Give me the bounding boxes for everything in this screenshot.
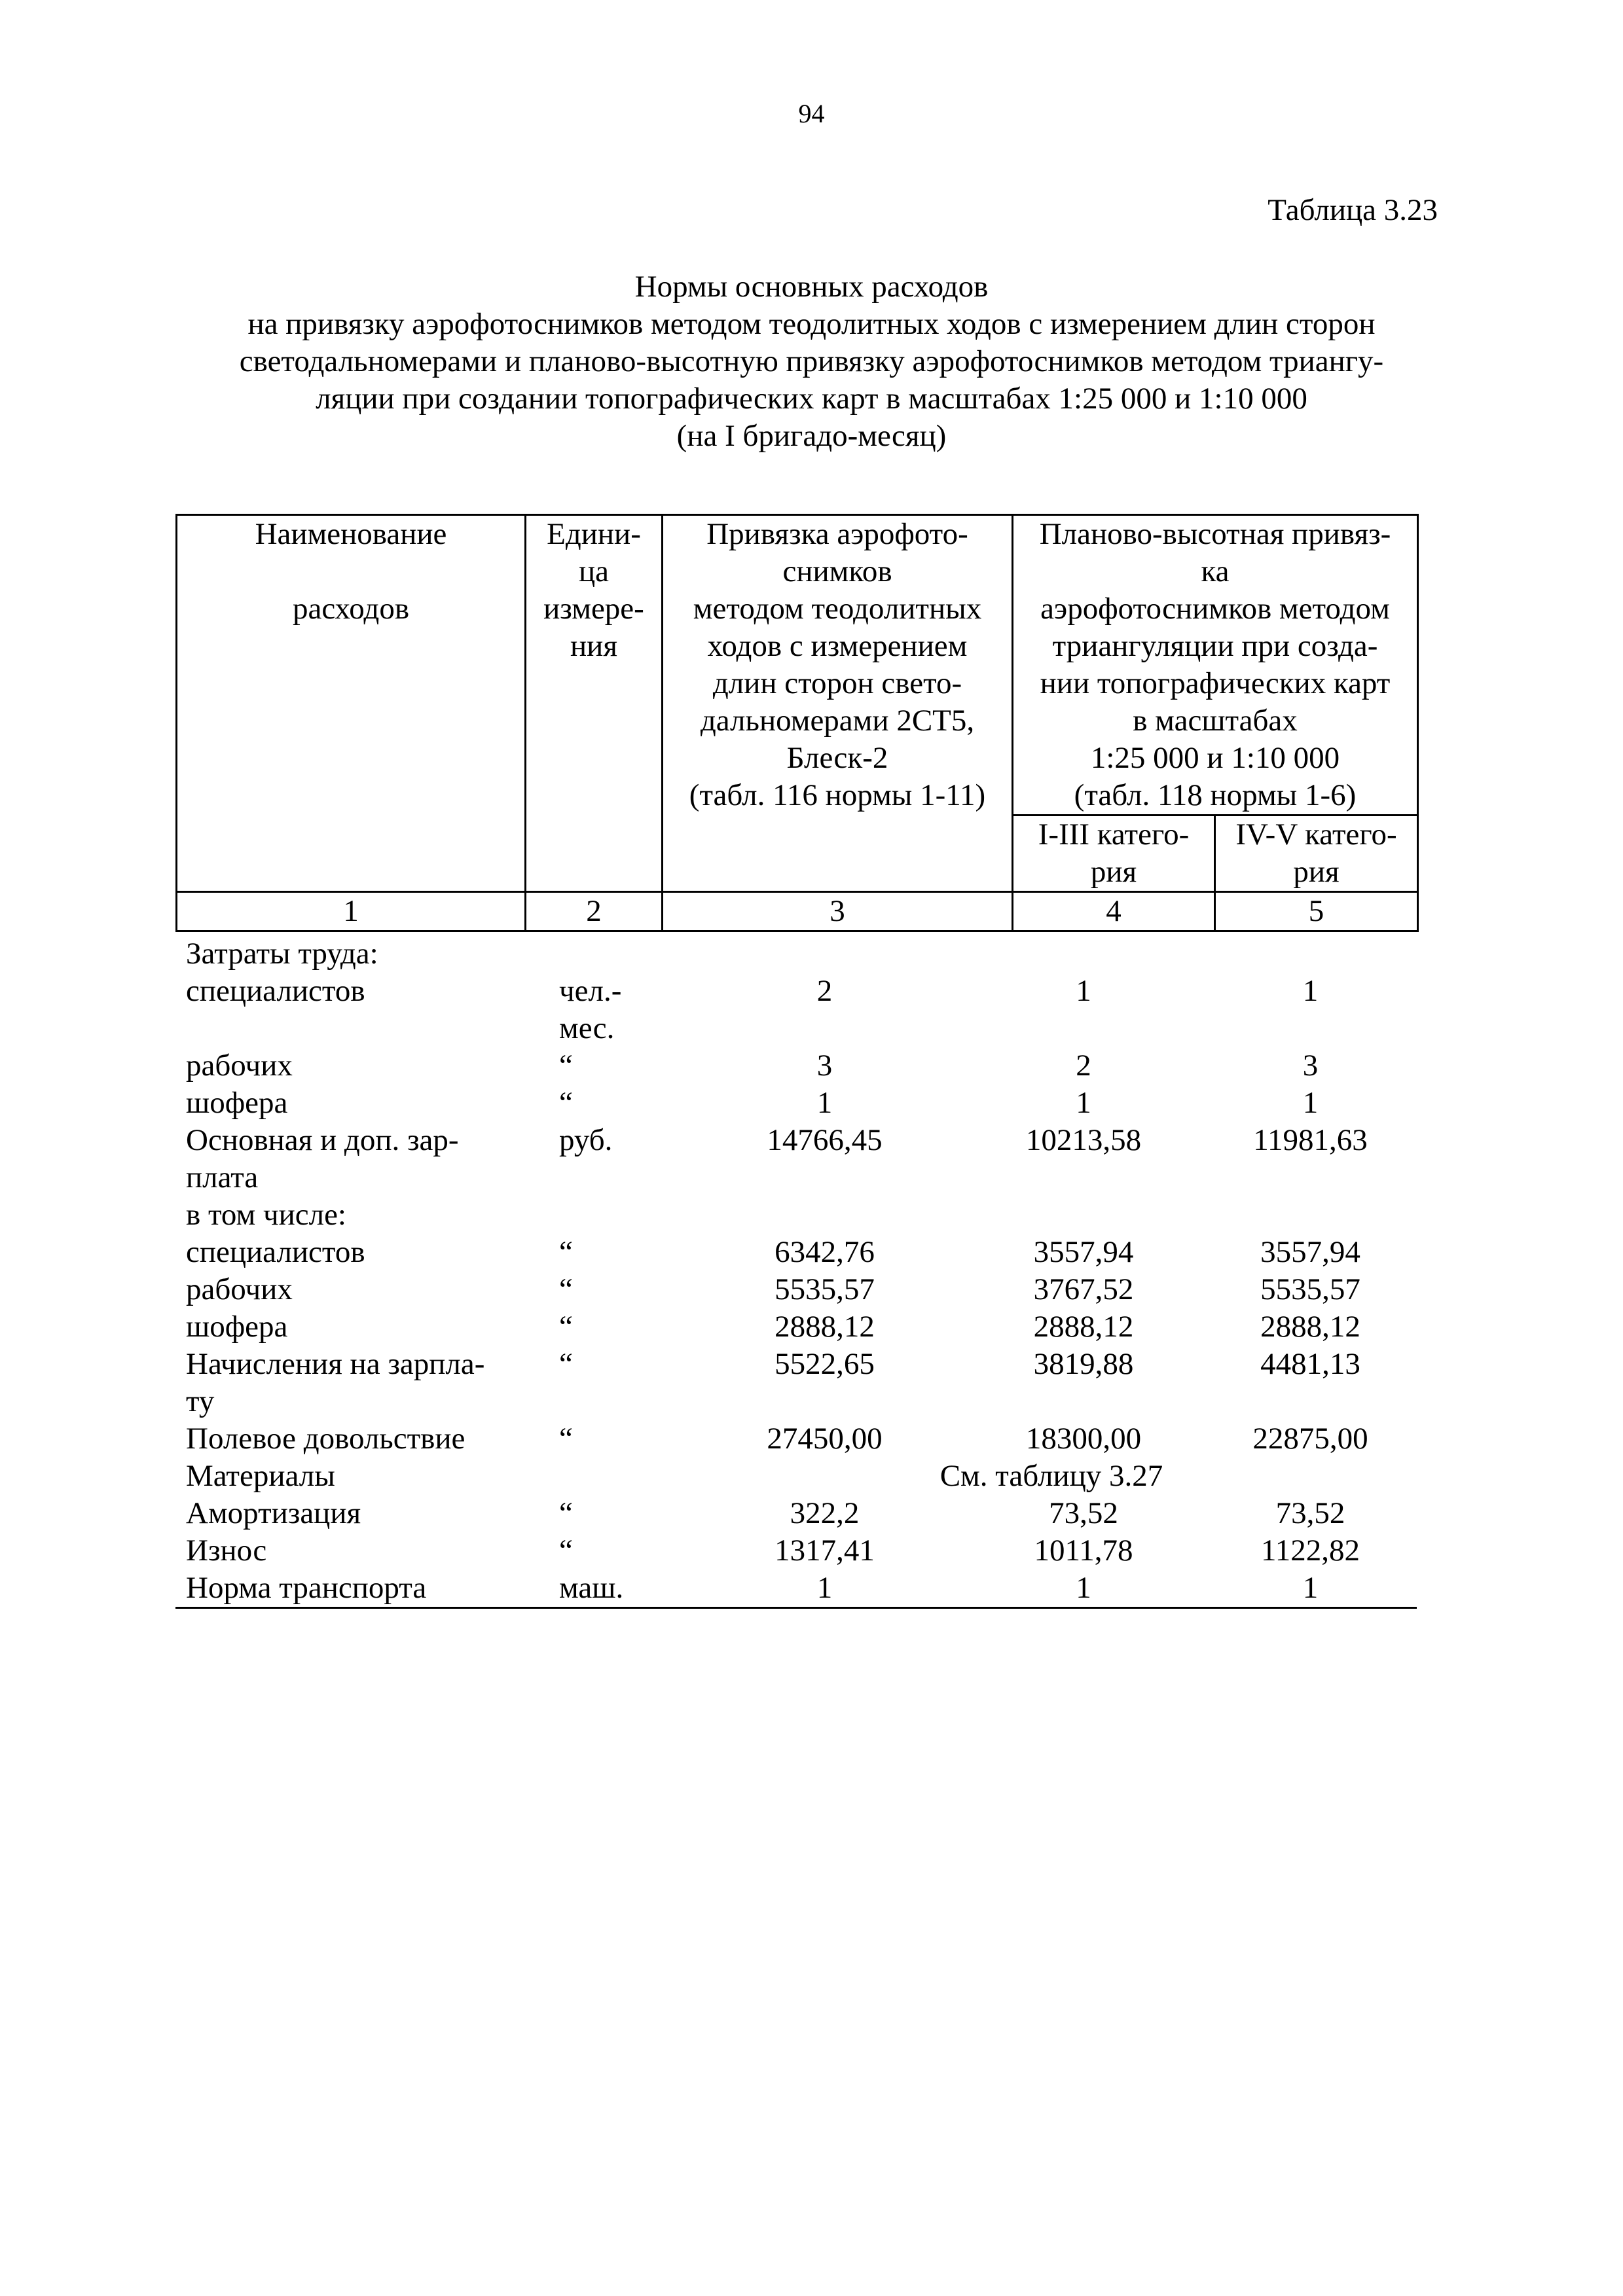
expense-name: специалистов — [186, 974, 365, 1008]
value-category-1-3: 1 — [1076, 1086, 1091, 1120]
header-text-line: расходов — [292, 592, 410, 626]
table-row — [175, 1122, 1417, 1159]
value-theodolite: 3 — [816, 1049, 833, 1083]
value-category-1-3: 3819,88 — [1033, 1347, 1134, 1381]
expense-name: Основная и доп. зар- — [186, 1123, 459, 1157]
header-text-line: Едини- — [547, 517, 641, 551]
value-theodolite: 2 — [816, 974, 833, 1008]
table-row — [175, 935, 1417, 973]
unit-cell: “ — [559, 1086, 573, 1120]
value-category-4-5: 1 — [1302, 1086, 1319, 1120]
header-text-line: Наименование — [255, 517, 447, 551]
table-row — [175, 1196, 1417, 1234]
title-line: Нормы основных расходов — [634, 270, 989, 304]
header-theodolite-column — [663, 515, 1013, 892]
expense-name: рабочих — [186, 1272, 293, 1306]
expense-name: шофера — [186, 1086, 288, 1120]
expense-name: Амортизация — [186, 1496, 361, 1530]
value-category-1-3 — [963, 1383, 1204, 1420]
page-number: 94 — [798, 99, 825, 128]
column-number: 5 — [1215, 892, 1418, 931]
unit-cell: руб. — [559, 1123, 613, 1157]
unit-cell — [549, 1458, 686, 1495]
expense-name: рабочих — [186, 1049, 293, 1083]
header-text-line: снимков — [782, 554, 892, 588]
column-number: 3 — [663, 892, 1013, 931]
header-text-line: 1:25 000 и 1:10 000 — [1090, 741, 1340, 775]
title-line: (на I бригадо-месяц) — [676, 419, 947, 453]
table-row — [175, 1420, 1417, 1458]
value-theodolite — [686, 1010, 963, 1047]
unit-cell: чел.- — [559, 974, 622, 1008]
merged-note-cell: См. таблицу 3.27 — [939, 1459, 1163, 1493]
unit-cell: “ — [559, 1422, 573, 1456]
table-label: Таблица 3.23 — [1267, 193, 1438, 227]
header-text-line: (табл. 118 нормы 1-6) — [1074, 778, 1357, 812]
header-text-line: измере- — [543, 592, 644, 626]
header-text-line: аэрофотоснимков методом — [1040, 592, 1390, 626]
expense-name: Материалы — [186, 1459, 335, 1493]
column-number: 1 — [177, 892, 526, 931]
expense-name: плата — [186, 1160, 259, 1194]
header-text-line: ния — [570, 629, 617, 663]
table-header — [175, 514, 1419, 932]
value-theodolite: 322,2 — [790, 1496, 860, 1530]
value-category-4-5 — [1204, 1383, 1417, 1420]
column-number: 2 — [526, 892, 663, 931]
value-category-4-5: 2888,12 — [1260, 1310, 1360, 1344]
value-category-4-5: 1 — [1302, 974, 1319, 1008]
table-body — [175, 935, 1417, 1609]
table-row — [175, 1271, 1417, 1308]
value-category-4-5 — [1204, 1196, 1417, 1234]
header-text-line: рия — [1293, 855, 1340, 889]
value-category-1-3: 73,52 — [1049, 1496, 1118, 1530]
header-text-line: I-III катего- — [1038, 817, 1190, 852]
table-row — [175, 1570, 1417, 1608]
unit-cell — [549, 935, 686, 973]
header-text-line — [180, 553, 522, 590]
unit-cell: “ — [559, 1534, 573, 1568]
title-line: ляции при создании топографических карт в масштабах 1:25 000 и 1:10 000 — [316, 382, 1307, 416]
table-row — [175, 1234, 1417, 1271]
unit-cell: маш. — [559, 1571, 624, 1605]
header-text-line: (табл. 116 нормы 1-11) — [689, 778, 986, 812]
header-text-line: триангуляции при созда- — [1052, 629, 1378, 663]
table-row — [175, 1346, 1417, 1383]
value-theodolite: 27450,00 — [767, 1422, 883, 1456]
value-category-4-5: 1 — [1302, 1571, 1319, 1605]
expense-name: Норма транспорта — [186, 1571, 427, 1605]
value-category-1-3 — [963, 1010, 1204, 1047]
unit-cell: “ — [559, 1272, 573, 1306]
table-row — [175, 1532, 1417, 1570]
value-theodolite: 5522,65 — [775, 1347, 875, 1381]
unit-cell — [549, 1196, 686, 1234]
value-category-1-3: 3767,52 — [1033, 1272, 1134, 1306]
header-text-line: ца — [578, 554, 609, 588]
unit-cell: “ — [559, 1347, 573, 1381]
header-text-line: ходов с измерением — [707, 629, 968, 663]
table-row — [175, 1458, 1417, 1495]
value-category-4-5: 73,52 — [1275, 1496, 1345, 1530]
header-text-line: нии топографических карт — [1040, 666, 1391, 700]
unit-cell: “ — [559, 1235, 573, 1269]
header-text-line: IV-V катего- — [1235, 817, 1397, 852]
header-text-line: методом теодолитных — [693, 592, 982, 626]
expense-name: Износ — [186, 1534, 267, 1568]
value-theodolite: 1 — [816, 1571, 833, 1605]
value-category-1-3 — [963, 935, 1204, 973]
header-text-line: в масштабах — [1133, 704, 1298, 738]
header-text-line: рия — [1090, 855, 1137, 889]
value-category-1-3: 18300,00 — [1025, 1422, 1142, 1456]
value-category-1-3: 2888,12 — [1033, 1310, 1134, 1344]
table-row — [175, 1010, 1417, 1047]
value-theodolite: 1317,41 — [775, 1534, 875, 1568]
value-category-4-5: 3557,94 — [1260, 1235, 1360, 1269]
value-category-1-3 — [963, 1159, 1204, 1196]
value-theodolite — [686, 1383, 963, 1420]
value-category-4-5: 5535,57 — [1260, 1272, 1360, 1306]
table-row — [175, 1495, 1417, 1532]
unit-cell: “ — [559, 1496, 573, 1530]
value-category-1-3: 1 — [1076, 974, 1091, 1008]
table-row — [175, 1383, 1417, 1420]
unit-cell: “ — [559, 1310, 573, 1344]
expense-name: шофера — [186, 1310, 288, 1344]
value-theodolite: 1 — [816, 1086, 833, 1120]
value-category-4-5: 4481,13 — [1260, 1347, 1360, 1381]
expense-name: ту — [186, 1384, 215, 1418]
table-row — [175, 1308, 1417, 1346]
value-category-4-5: 3 — [1302, 1049, 1319, 1083]
header-text-line: дальномерами 2СТ5, — [700, 704, 975, 738]
unit-cell — [549, 1159, 686, 1196]
table-row — [175, 1159, 1417, 1196]
value-theodolite: 5535,57 — [775, 1272, 875, 1306]
value-category-4-5: 11981,63 — [1253, 1123, 1368, 1157]
table-title — [0, 268, 1623, 455]
title-line: светодальномерами и планово-высотную привязку аэрофотоснимков методом триангу- — [239, 344, 1384, 378]
value-category-4-5 — [1204, 935, 1417, 973]
expense-name — [175, 1010, 549, 1047]
title-line: на привязку аэрофотоснимков методом теодолитных ходов с измерением длин сторон — [247, 307, 1376, 341]
table-row — [175, 1085, 1417, 1122]
header-text-line: Планово-высотная привяз- — [1039, 517, 1391, 551]
value-category-1-3: 1011,78 — [1034, 1534, 1133, 1568]
value-theodolite: 6342,76 — [775, 1235, 875, 1269]
header-name-column — [177, 515, 526, 892]
unit-cell — [549, 1383, 686, 1420]
value-theodolite — [686, 935, 963, 973]
value-category-4-5: 22875,00 — [1252, 1422, 1368, 1456]
unit-cell: “ — [559, 1049, 573, 1083]
header-triangulation-column — [1013, 515, 1418, 816]
column-number-row — [177, 892, 1418, 931]
header-unit-column — [526, 515, 663, 892]
value-category-1-3: 1 — [1076, 1571, 1091, 1605]
value-category-1-3: 3557,94 — [1033, 1235, 1134, 1269]
value-category-1-3: 2 — [1076, 1049, 1091, 1083]
expense-name: Начисления на зарпла- — [186, 1347, 485, 1381]
value-theodolite: 14766,45 — [767, 1123, 883, 1157]
table-row — [175, 973, 1417, 1010]
expense-name: в том числе: — [186, 1198, 346, 1232]
unit-cell: мес. — [559, 1011, 615, 1045]
expense-name: Затраты труда: — [186, 937, 378, 971]
column-number: 4 — [1013, 892, 1215, 931]
value-category-4-5 — [1204, 1159, 1417, 1196]
header-text-line: длин сторон свето- — [712, 666, 962, 700]
header-text-line: Привязка аэрофото- — [706, 517, 968, 551]
value-theodolite — [686, 1159, 963, 1196]
header-text-line: Блеск-2 — [786, 741, 888, 775]
expense-name: Полевое довольствие — [186, 1422, 465, 1456]
header-text-line: ка — [1201, 554, 1230, 588]
header-category-1-3 — [1013, 816, 1215, 892]
value-theodolite: 2888,12 — [775, 1310, 875, 1344]
table-row — [175, 1047, 1417, 1085]
expense-name: специалистов — [186, 1235, 365, 1269]
header-category-4-5 — [1215, 816, 1418, 892]
value-category-1-3: 10213,58 — [1025, 1123, 1142, 1157]
value-theodolite — [686, 1196, 963, 1234]
value-category-4-5: 1122,82 — [1260, 1534, 1360, 1568]
value-category-4-5 — [1204, 1010, 1417, 1047]
value-category-1-3 — [963, 1196, 1204, 1234]
